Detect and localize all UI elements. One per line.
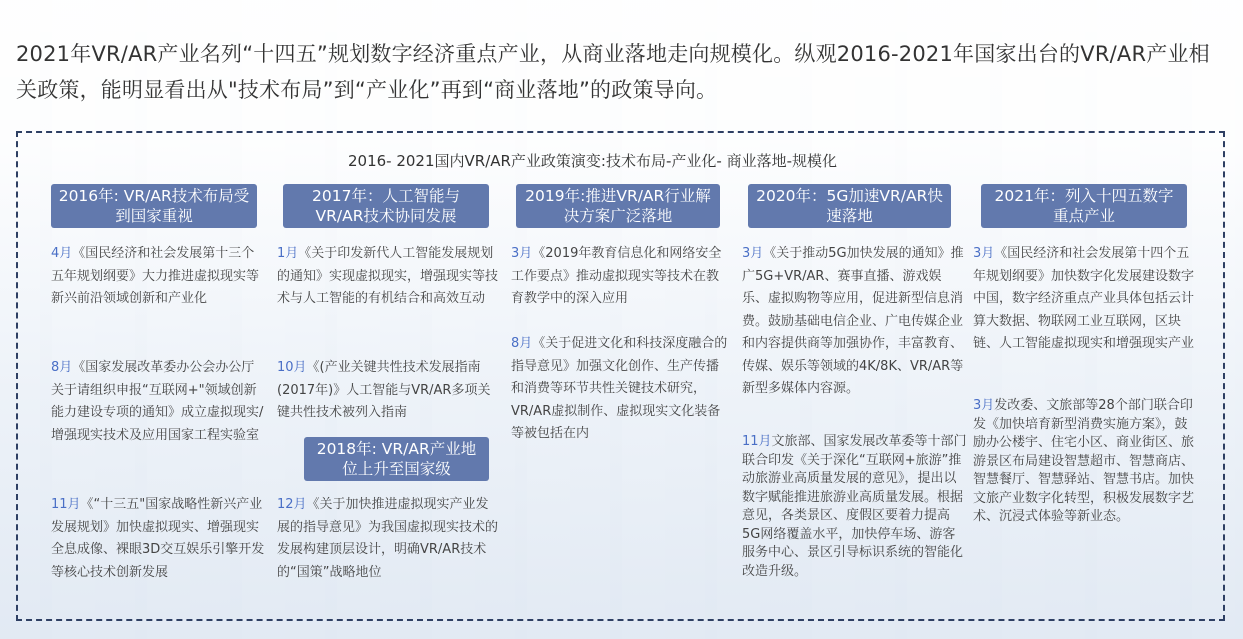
policy-entry [742,243,967,401]
column-2021 [981,184,1187,228]
entry-month: 8月 [51,360,73,375]
policy-entry [51,494,266,584]
entry-month: 11月 [742,434,772,449]
entry-text: 文旅部、国家发展改革委等十部门联合印发《关于深化“互联网+旅游”推动旅游业高质量发展的意见》，提出以数字赋能推进旅游业高质量发展。根据意见，各类景区、度假区要着力提高5G网络覆盖水平，加快停车场、游客服务中心、景区引导标识系统的智能化改造升级。 [742,434,967,579]
column-header: 2019年:推进VR/AR行业解决方案广泛落地 [516,184,720,228]
entry-month: 1月 [277,246,299,261]
entry-text: 《关于加快推进虚拟现实产业发展的指导意见》为我国虚拟现实技术的发展构建顶层设计，明确VR/AR技术的“国策”战略地位 [277,497,499,580]
entry-month: 3月 [742,246,764,261]
column-2018 [304,437,489,481]
entry-text: 《“十三五"国家战略性新兴产业发展规划》加快虚拟现实、增强现实全息成像、裸眼3D交互娱乐引擎开发等核心技术创新发展 [51,497,265,580]
entry-month: 3月 [511,246,533,261]
policy-entry [742,433,967,581]
column-header: 2018年: VR/AR产业地位上升至国家级 [304,437,489,481]
column-2019 [516,184,720,228]
entry-month: 3月 [973,246,995,261]
entry-text: 《国家发展改革委办公会办公厅关于请组织申报“互联网+"领域创新能力建设专项的通知》成立虚拟现实/增强现实技术及应用国家工程实验室 [51,360,264,443]
intro-paragraph: 2021年VR/AR产业名列“十四五”规划数字经济重点产业，从商业落地走向规模化。纵观2016-2021年国家出台的VR/AR产业相关政策，能明显看出从"技术布局”到“产业化”再到“商业落地”的政策导向。 [16,42,1210,102]
entry-text: 《关于推动5G加快发展的通知》推广5G+VR/AR、赛事直播、游戏娱乐、虚拟购物等应用，促进新型信息消费。鼓励基础电信企业、广电传媒企业和内容提供商等加强协作，丰富教育、传媒、娱乐等领域的4K/8K、VR/AR等新型多媒体内容源。 [742,246,964,396]
entry-month: 4月 [51,246,73,261]
entry-text: 《(产业关键共性技术发展指南(2017年)》人工智能与VR/AR多项关键共性技术被列入指南 [277,360,491,420]
entry-text: 《国民经济和社会发展第十三个五年规划纲要》大力推进虚拟现实等新兴前沿领域创新和产业化 [51,246,260,306]
entry-text: 《关于印发新代人工智能发展规划的通知》实现虚拟现实，增强现实等技术与人工智能的有机结合和高效互动 [277,246,499,306]
entry-month: 12月 [277,497,307,512]
column-2017 [283,184,489,228]
column-header: 2021年：列入十四五数字重点产业 [981,184,1187,228]
entry-month: 8月 [511,336,533,351]
policy-entry [51,357,266,447]
policy-entry [277,494,499,584]
policy-entry [277,243,499,311]
timeline-title: 2016- 2021国内VR/AR产业政策演变:技术布局-产业化- 商业落地-规模化 [347,152,837,170]
column-header: 2020年：5G加速VR/AR快速落地 [748,184,951,228]
entry-text: 《国民经济和社会发展第十四个五年规划纲要》加快数字化发展建设数字中国，数字经济重点产业具体包括云计算大数据、物联网工业互联网，区块链、人工智能虚拟现实和增强现实产业 [973,246,1195,351]
entry-month: 3月 [973,398,995,413]
entry-text: 《关于促进文化和科技深度融合的指导意见》加强文化创作、生产传播和消费等环节共性关键技术研究，VR/AR虚拟制作、虚拟现实文化装备等被包括在内 [511,336,728,441]
entry-text: 《2019年教育信息化和网络安全工作要点》推动虚拟现实等技术在教育教学中的深入应用 [511,246,722,306]
policy-entry [511,243,731,311]
entry-month: 11月 [51,497,81,512]
policy-entry [973,397,1199,527]
entry-month: 10月 [277,360,307,375]
policy-entry [51,243,266,311]
entry-text: 发改委、文旅部等28个部门联合印发《加快培育新型消费实施方案》，鼓励办公楼宇、住宅小区、商业街区、旅游景区布局建设智慧超市、智慧商店、智慧餐厅、智慧驿站、智慧书店。加快文旅产业数字化转型，积极发展数字艺术、沉浸式体验等新业态。 [973,398,1195,524]
policy-entry [973,243,1199,356]
column-2020 [748,184,951,228]
column-header: 2017年：人工智能与VR/AR技术协同发展 [283,184,489,228]
column-2016 [51,184,257,228]
policy-entry [511,333,731,446]
column-header: 2016年: VR/AR技术布局受到国家重视 [51,184,257,228]
policy-entry [277,357,499,425]
